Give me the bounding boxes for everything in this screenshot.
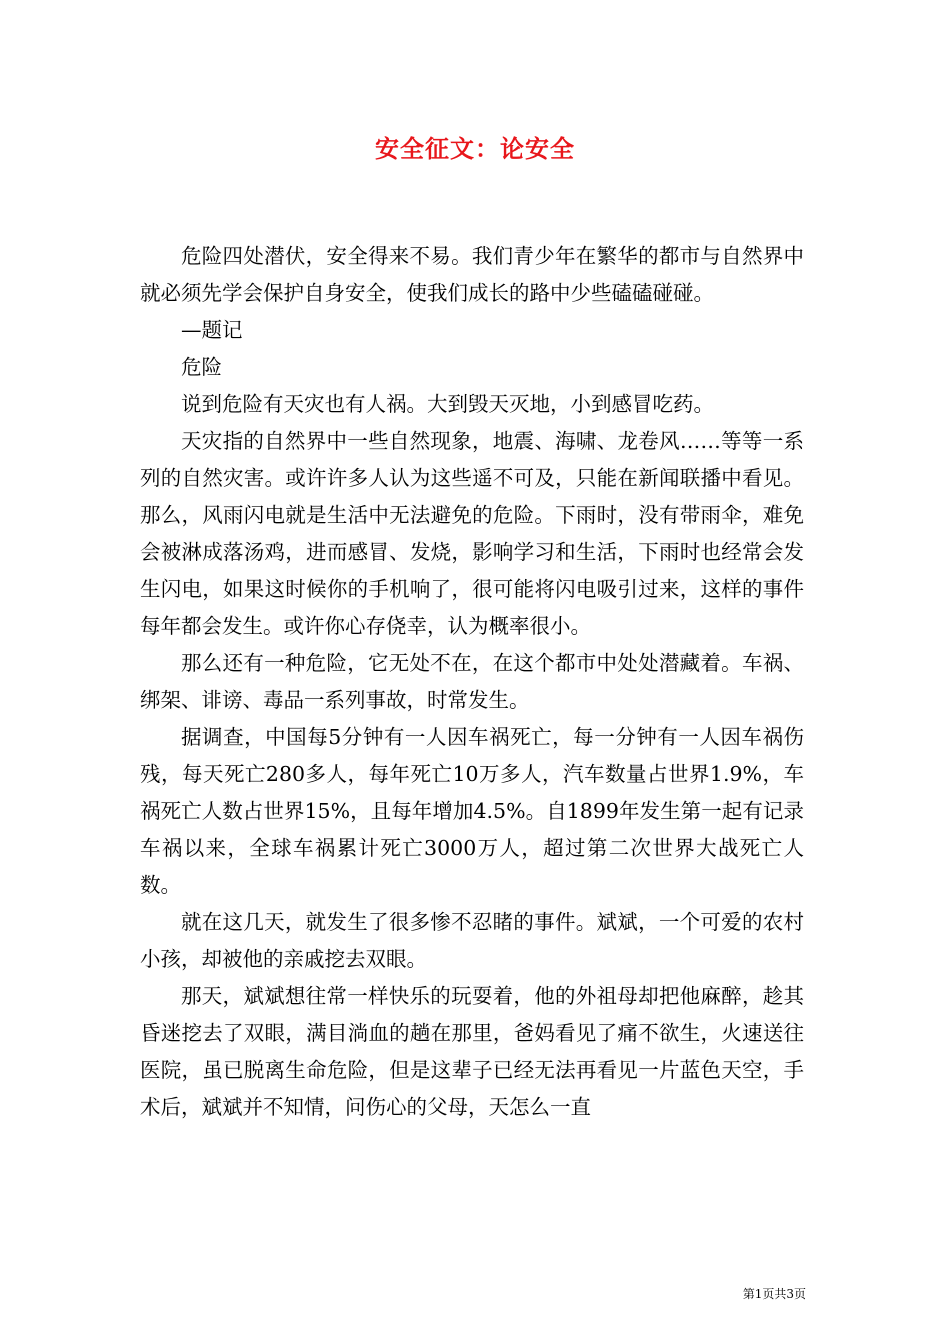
document-title: 安全征文：论安全 — [375, 134, 575, 163]
paragraph: 说到危险有天灾也有人祸。大到毁天灭地，小到感冒吃药。 — [181, 392, 714, 416]
paragraph-intro: 危险四处潜伏，安全得来不易。我们青少年在繁华的都市与自然界中就必须先学会保护自身安全，使我们成长的路中少些磕磕碰碰。 — [140, 244, 804, 305]
paragraph: 那天，斌斌想往常一样快乐的玩耍着，他的外祖母却把他麻醉，趁其昏迷挖去了双眼，满目淌血的趟在那里，爸妈看见了痛不欲生，火速送往医院，虽已脱离生命危险，但是这辈子已经无法再看见一片蓝色天空，手术后，斌斌并不知情，问伤心的父母，天怎么一直 — [140, 984, 804, 1119]
page-number-footer: 第1页共3页 — [742, 1287, 806, 1301]
section-heading-danger: 危险 — [181, 355, 222, 379]
paragraph: 就在这几天，就发生了很多惨不忍睹的事件。斌斌，一个可爱的农村小孩，却被他的亲戚挖去双眼。 — [140, 910, 804, 971]
paragraph-epigraph-label: —题记 — [181, 318, 243, 342]
paragraph: 天灾指的自然界中一些自然现象，地震、海啸、龙卷风……等等一系列的自然灾害。或许许多人认为这些遥不可及，只能在新闻联播中看见。那么，风雨闪电就是生活中无法避免的危险。下雨时，没有带雨伞，难免会被淋成落汤鸡，进而感冒、发烧，影响学习和生活，下雨时也经常会发生闪电，如果这时候你的手机响了，很可能将闪电吸引过来，这样的事件每年都会发生。或许你心存侥幸，认为概率很小。 — [140, 429, 804, 638]
paragraph: 据调查，中国每5分钟有一人因车祸死亡，每一分钟有一人因车祸伤残，每天死亡280多人，每年死亡10万多人，汽车数量占世界1.9%，车祸死亡人数占世界15%，且每年增加4.5%。自1899年发生第一起有记录车祸以来，全球车祸累计死亡3000万人，超过第二次世界大战死亡人数。 — [140, 725, 804, 897]
paragraph: 那么还有一种危险，它无处不在，在这个都市中处处潜藏着。车祸、绑架、诽谤、毒品一系列事故，时常发生。 — [140, 651, 804, 712]
document-body — [140, 238, 804, 1126]
